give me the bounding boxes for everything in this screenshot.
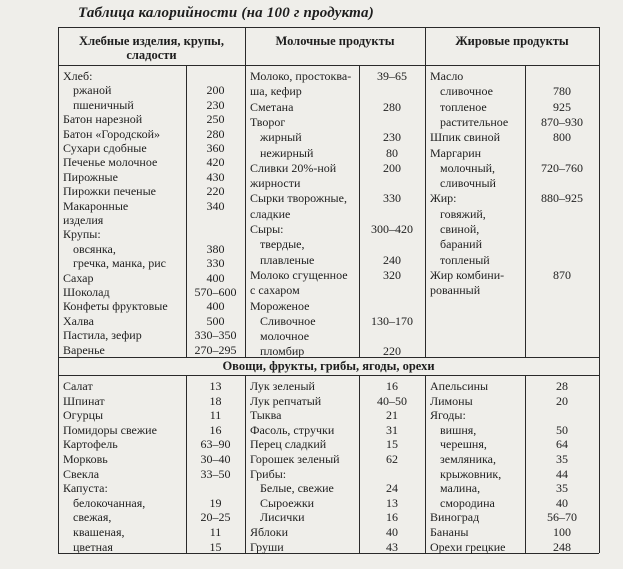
col2-item-name: Мороженое — [250, 298, 310, 313]
col1b-item-name: Свекла — [63, 466, 100, 481]
col3b-item-name: смородина — [440, 495, 495, 510]
col2b-item-value: 40–50 — [377, 393, 407, 408]
col3-item-name: свиной, — [440, 222, 480, 236]
col3-item-name: Масло — [430, 69, 464, 83]
col2-item-value: 330 — [383, 191, 401, 206]
col1-item-value: 270–295 — [194, 342, 237, 357]
section-top-border — [58, 357, 599, 358]
col3b-item-value: 50 — [556, 422, 568, 437]
col2-item-name: с сахаром — [250, 283, 300, 298]
col1b-item-name: квашеная, — [73, 525, 125, 539]
col1-item-value: 500 — [206, 313, 225, 328]
col1-item-name: Халва — [63, 313, 94, 328]
col1b-item-value: 15 — [209, 539, 222, 554]
col1-item-value: 400 — [206, 299, 225, 314]
col2-item-name: Молоко сгущенное — [250, 267, 348, 282]
col2b-item-name: Груши — [250, 539, 284, 554]
col1b-item-value: 16 — [209, 422, 222, 437]
col2b-item-name: Лук репчатый — [250, 393, 322, 408]
section-bottom-border — [58, 375, 599, 376]
col3b-item-value: 64 — [556, 437, 568, 452]
header-bread-cereals-line1: Хлебные изделия, крупы, — [79, 34, 224, 48]
col1-item-name: Шоколад — [63, 285, 110, 299]
col1-item-value: 420 — [206, 155, 225, 170]
col2-item-name: Сливки 20%-ной — [250, 160, 337, 175]
col3-item-name: растительное — [440, 114, 509, 129]
col1-item-value: 200 — [206, 83, 225, 98]
col2b-item-name: Лисички — [260, 510, 305, 525]
table-top-border — [58, 27, 599, 28]
col2-item-name: Сливочное — [260, 313, 316, 328]
col1-item-name: Пирожные — [63, 169, 118, 184]
col2b-item-value: 16 — [386, 379, 398, 393]
col2-item-name: Творог — [250, 114, 286, 129]
col3-item-value: 925 — [553, 99, 571, 114]
col3-item-value: 880–925 — [541, 191, 583, 206]
col1b-item-name: Морковь — [63, 452, 108, 466]
header-bread-cereals-line2: сладости — [126, 48, 177, 62]
col3-item-value: 870–930 — [541, 114, 583, 129]
col3b-item-value: 44 — [556, 466, 568, 481]
col3b-item-name: Апельсины — [430, 379, 489, 393]
col2-item-name: ша, кефир — [250, 84, 302, 99]
col2-item-value: 320 — [383, 267, 401, 282]
col3b-item-value: 56–70 — [547, 510, 577, 525]
table-left-border — [58, 27, 59, 553]
table-right-border — [599, 27, 600, 553]
col1-item-name: изделия — [63, 213, 104, 227]
col2b-item-value: 21 — [386, 408, 398, 423]
col2b-item-value: 40 — [386, 525, 398, 539]
col1-item-name: Конфеты фруктовые — [63, 299, 168, 314]
col1-item-name: Крупы: — [63, 227, 101, 242]
col2b-item-name: Яблоки — [250, 525, 289, 539]
col1b-item-value: 19 — [209, 495, 222, 510]
col3-item-value: 800 — [553, 130, 571, 145]
table-title: Таблица калорийности (на 100 г продукта) — [78, 5, 374, 21]
col2b-item-name: Грибы: — [250, 466, 287, 481]
col3-item-name: сливочное — [440, 84, 493, 99]
col1-item-name: Варенье — [63, 342, 105, 357]
col3-item-name: бараний — [440, 237, 483, 252]
col3b-item-name: Лимоны — [430, 393, 473, 408]
col1-item-name: Печенье молочное — [63, 155, 158, 170]
header-fats: Жировые продукты — [455, 34, 569, 48]
col1-item-name: овсянка, — [73, 241, 116, 256]
col3b-item-name: Ягоды: — [430, 408, 466, 423]
col1b-item-name: цветная — [73, 539, 113, 554]
col1-item-value: 250 — [206, 112, 225, 127]
col3b-item-value: 28 — [556, 379, 568, 393]
table-bottom-border — [58, 553, 599, 554]
col3b-item-name: черешня, — [440, 437, 487, 452]
col1-item-value: 230 — [206, 97, 225, 112]
col3-item-name: сливочный — [440, 176, 496, 191]
col3-item-name: Шпик свиной — [430, 130, 501, 145]
col3b-item-value: 20 — [556, 393, 568, 408]
col3-item-value: 720–760 — [541, 160, 583, 175]
col3-item-name: Жир: — [430, 191, 457, 206]
col1-item-name: Сахар — [63, 270, 94, 285]
col3b-item-value: 100 — [553, 525, 571, 539]
col1b-item-name: Помидоры свежие — [63, 422, 157, 437]
col2b-item-name: Тыква — [250, 408, 282, 423]
col1-item-name: Макаронные — [63, 198, 129, 213]
col1-item-value: 330 — [206, 256, 225, 271]
col2-item-name: молочное — [260, 329, 310, 344]
col2-item-name: плавленые — [260, 252, 315, 267]
col3-item-name: Жир комбини- — [430, 267, 505, 282]
col1-item-name: пшеничный — [73, 97, 134, 112]
col3b-item-name: крыжовник, — [440, 466, 502, 481]
col2-item-value: 200 — [383, 160, 401, 175]
col2b-item-value: 24 — [386, 481, 398, 496]
col1b-item-name: белокочанная, — [73, 495, 146, 510]
col2b-item-name: Сыроежки — [260, 495, 315, 510]
col1b-item-name: Шпинат — [63, 393, 105, 408]
col2-item-value: 300–420 — [371, 222, 413, 236]
col1b-item-value: 13 — [209, 379, 222, 393]
col2b-item-name: Лук зеленый — [250, 379, 315, 393]
col2b-item-value: 62 — [386, 452, 398, 466]
col2-item-value: 240 — [383, 252, 401, 267]
col1-item-name: гречка, манка, рис — [73, 256, 166, 271]
col2-item-name: жирный — [260, 130, 302, 145]
col2b-item-name: Перец сладкий — [250, 437, 327, 452]
col1b-item-value: 11 — [209, 525, 222, 539]
col3b-item-name: малина, — [440, 481, 481, 496]
col3b-item-value: 40 — [556, 495, 568, 510]
col2-item-name: пломбир — [260, 344, 305, 359]
col2-item-name: жирности — [250, 176, 301, 191]
col2b-col3b-divider — [425, 375, 426, 553]
col1-item-value: 400 — [206, 270, 225, 285]
col1-item-name: Пастила, зефир — [63, 328, 142, 343]
col2-item-value: 39–65 — [377, 69, 407, 83]
col2-col3-divider — [425, 27, 426, 357]
col3-item-name: молочный, — [440, 160, 496, 175]
col1b-item-value: 11 — [209, 408, 222, 423]
col3b-item-value: 35 — [556, 452, 568, 466]
header-dairy: Молочные продукты — [275, 34, 395, 48]
col2-item-value: 130–170 — [371, 313, 413, 328]
section-vegetables-fruits: Овощи, фрукты, грибы, ягоды, орехи — [222, 359, 435, 373]
col1b-item-value: 30–40 — [200, 452, 231, 466]
col3b-item-name: Орехи грецкие — [430, 539, 506, 554]
col2b-item-name: Белые, свежие — [260, 481, 334, 496]
col2-item-name: Сырки творожные, — [250, 191, 347, 206]
col1-item-value: 220 — [206, 184, 225, 199]
col3b-item-name: земляника, — [440, 452, 496, 466]
col1b-item-name: Огурцы — [63, 408, 104, 423]
col1-item-name: ржаной — [73, 83, 112, 98]
col3-item-name: говяжий, — [440, 206, 486, 221]
col3b-item-value: 35 — [556, 481, 568, 496]
col1-item-name: Сухари сдобные — [63, 141, 147, 155]
col1b-col2b-divider — [245, 375, 246, 553]
col2-item-name: твердые, — [260, 237, 305, 252]
col3-item-value: 780 — [553, 84, 571, 99]
col3b-item-name: Виноград — [430, 510, 480, 525]
col2-item-value: 80 — [386, 145, 398, 160]
col1-item-name: Батон нарезной — [63, 112, 143, 127]
col1-item-name: Батон «Городской» — [63, 126, 161, 141]
col1b-item-value: 33–50 — [200, 466, 231, 481]
col3b-item-name: вишня, — [440, 422, 477, 437]
col1-item-value: 570–600 — [194, 285, 237, 299]
col1b-item-value: 18 — [209, 393, 222, 408]
col2-item-name: нежирный — [260, 145, 314, 160]
col1b-item-name: Салат — [63, 379, 93, 393]
col3-item-name: Маргарин — [430, 145, 482, 160]
col3-item-value: 870 — [553, 267, 571, 282]
col1b-item-name: Картофель — [63, 437, 118, 452]
col2b-item-name: Фасоль, стручки — [250, 422, 335, 437]
col1b-item-name: Капуста: — [63, 481, 108, 496]
col2b-item-value: 15 — [386, 437, 398, 452]
col2-item-name: Сыры: — [250, 222, 284, 236]
col3-item-name: рованный — [430, 283, 481, 298]
col1-item-name: Пирожки печеные — [63, 184, 156, 199]
col2-item-name: Сметана — [250, 99, 294, 114]
col2-item-name: сладкие — [250, 206, 291, 221]
col1-col2-divider — [245, 27, 246, 357]
header-bottom-border — [58, 65, 599, 66]
col2b-item-value: 43 — [386, 539, 398, 554]
col2-item-name: Молоко, простоква- — [250, 69, 352, 83]
col3b-item-name: Бананы — [430, 525, 469, 539]
col2b-item-value: 31 — [386, 422, 398, 437]
col2b-item-name: Горошек зеленый — [250, 452, 340, 466]
col2-item-value: 280 — [383, 99, 401, 114]
col2b-item-value: 16 — [386, 510, 398, 525]
col3b-item-value: 248 — [553, 539, 571, 554]
col1b-item-value: 63–90 — [200, 437, 231, 452]
col1b-item-name: свежая, — [73, 510, 112, 525]
col1-item-value: 280 — [206, 126, 225, 141]
col1-item-value: 360 — [206, 141, 225, 155]
col2-item-value: 220 — [383, 344, 401, 359]
col1-item-value: 340 — [206, 198, 225, 213]
col1b-item-value: 20–25 — [200, 510, 231, 525]
col2-item-value: 230 — [383, 130, 401, 145]
col1-item-value: 430 — [206, 169, 225, 184]
col1-item-name: Хлеб: — [63, 69, 93, 83]
col2b-item-value: 13 — [386, 495, 398, 510]
col3-item-name: топленое — [440, 99, 487, 114]
col1-item-value: 330–350 — [194, 328, 237, 343]
col1-item-value: 380 — [206, 241, 225, 256]
col3-item-name: топленый — [440, 252, 490, 267]
